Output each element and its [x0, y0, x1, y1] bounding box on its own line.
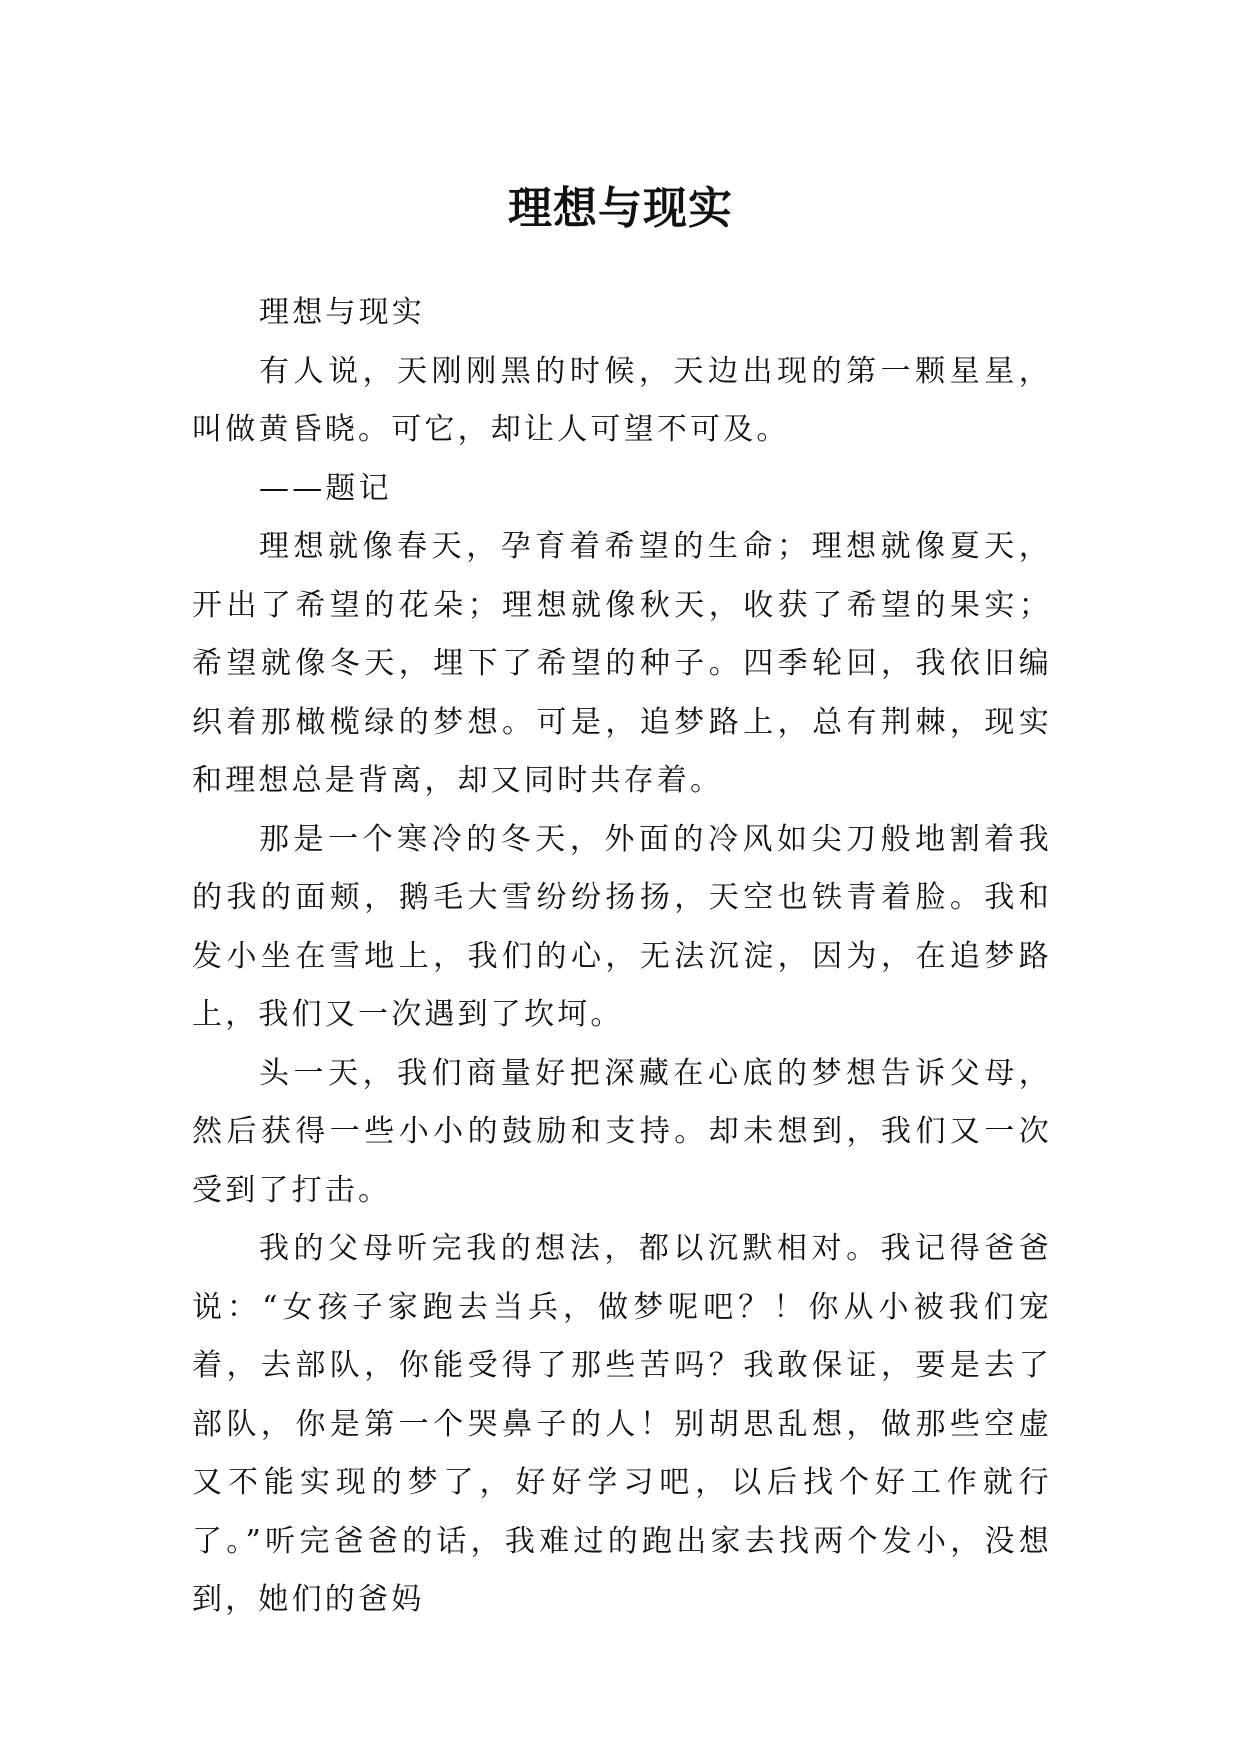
- paragraph-father-speech: 我的父母听完我的想法，都以沉默相对。我记得爸爸说：“女孩子家跑去当兵，做梦呢吧？！你从小被我们宠着，去部队，你能受得了那些苦吗？我敢保证，要是去了部队，你是第一个哭鼻子的人！别胡思乱想，做那些空虚又不能实现的梦了，好好学习吧，以后找个好工作就行了。”听完爸爸的话，我难过的跑出家去找两个发小，没想到，她们的爸妈: [192, 1231, 1052, 1617]
- document-body: [192, 284, 1052, 1630]
- paragraph-epigraph: 有人说，天刚刚黑的时候，天边出现的第一颗星星，叫做黄昏晓。可它，却让人可望不可及。: [192, 353, 1052, 447]
- paragraph-parents-plan: 头一天，我们商量好把深藏在心底的梦想告诉父母，然后获得一些小小的鼓励和支持。却未想到，我们又一次受到了打击。: [192, 1055, 1052, 1208]
- paragraph-subtitle: 理想与现实: [259, 295, 425, 330]
- document-title: 理想与现实: [508, 183, 733, 235]
- paragraph-seasons: 理想就像春天，孕育着希望的生命；理想就像夏天，开出了希望的花朵；理想就像秋天，收获了希望的果实；希望就像冬天，埋下了希望的种子。四季轮回，我依旧编织着那橄榄绿的梦想。可是，追梦路上，总有荆棘，现实和理想总是背离，却又同时共存着。: [192, 529, 1052, 798]
- paragraph-epigraph-attribution: ——题记: [259, 470, 392, 506]
- paragraph-winter: 那是一个寒冷的冬天，外面的冷风如尖刀般地割着我的我的面颊，鹅毛大雪纷纷扬扬，天空也铁青着脸。我和发小坐在雪地上，我们的心，无法沉淀，因为，在追梦路上，我们又一次遇到了坎坷。: [192, 821, 1052, 1032]
